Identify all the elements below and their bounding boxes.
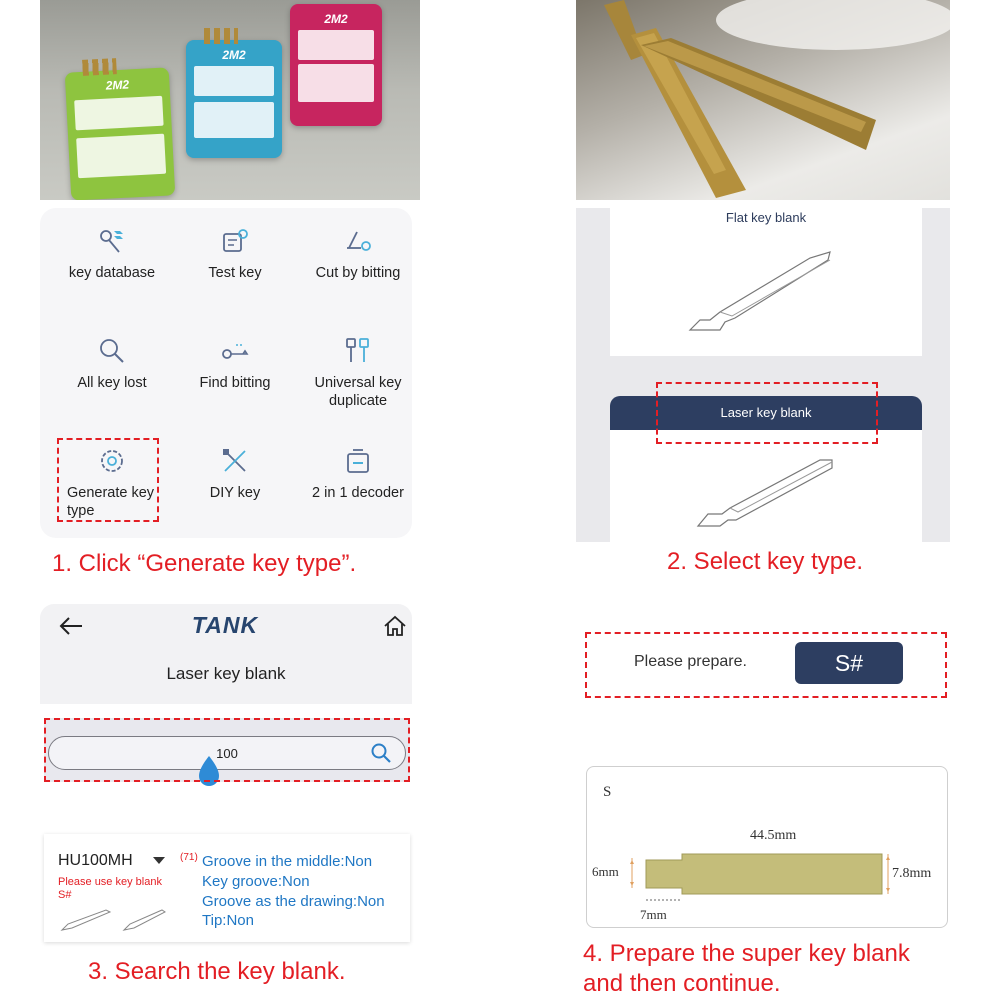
diagram-shoulder: 7mm	[640, 907, 667, 922]
menu-label: key database	[68, 265, 156, 281]
diagram-left-height: 6mm	[592, 864, 619, 879]
tank-logo: TANK	[191, 612, 259, 638]
laser-key-blank-title: Laser key blank	[720, 405, 812, 420]
prepare-label: Please prepare.	[634, 653, 747, 670]
step2-caption: 2. Select key type.	[667, 548, 864, 575]
menu-label: Generate key type	[67, 485, 155, 519]
key-blank-boxes-photo	[40, 0, 420, 200]
page-title: Laser key blank	[166, 664, 286, 683]
result-warning-blank: S#	[58, 889, 72, 901]
highlight-laser-key-blank	[656, 382, 878, 444]
test-key-icon	[220, 226, 250, 256]
universal-key-icon	[343, 336, 373, 366]
key-database-icon	[97, 226, 127, 256]
result-model: HU100MH	[58, 852, 133, 869]
result-count: (71)	[180, 852, 198, 863]
menu-item-test-key[interactable]	[173, 226, 297, 336]
step3-caption: 3. Search the key blank.	[88, 958, 346, 985]
step4-caption-line1: 4. Prepare the super key blank	[583, 940, 910, 967]
result-key-groove: Key groove:Non	[202, 873, 310, 890]
menu-item-2in1-decoder[interactable]	[296, 446, 420, 556]
diagram-name: S	[603, 784, 612, 800]
cut-bitting-icon	[343, 226, 373, 256]
menu-label: Universal key duplicate	[314, 375, 402, 409]
blank-box-card	[65, 67, 176, 200]
brass-key-blades-photo	[576, 0, 950, 200]
back-arrow-icon[interactable]	[58, 615, 84, 637]
blank-box-card	[186, 40, 282, 158]
step4-caption-line2: and then continue.	[583, 970, 781, 997]
menu-item-find-bitting[interactable]	[173, 336, 297, 446]
magnifier-icon	[97, 336, 127, 366]
diagram-length: 44.5mm	[750, 828, 797, 843]
flat-key-blank-title: Flat key blank	[725, 210, 807, 225]
menu-item-key-database[interactable]	[50, 226, 174, 336]
menu-label: Cut by bitting	[315, 265, 401, 281]
menu-item-universal-key-duplicate[interactable]	[296, 336, 420, 446]
menu-label: 2 in 1 decoder	[312, 485, 404, 501]
decoder-icon	[343, 446, 373, 476]
result-tip: Tip:Non	[202, 912, 254, 929]
home-icon[interactable]	[383, 615, 407, 637]
key-blank-badge[interactable]: S#	[795, 642, 903, 684]
highlight-generate-key-type	[57, 438, 159, 522]
laser-key-illustration	[690, 450, 840, 534]
box-brand: 2M2	[222, 48, 246, 62]
blank-box-card	[290, 4, 382, 126]
brass-blades-illustration	[576, 0, 950, 200]
menu-label: Find bitting	[199, 375, 271, 391]
menu-item-all-key-lost[interactable]	[50, 336, 174, 446]
result-groove-middle: Groove in the middle:Non	[202, 853, 373, 870]
key-blank-diagram	[630, 848, 892, 908]
find-bitting-icon	[220, 336, 250, 366]
menu-label: DIY key	[209, 485, 261, 501]
menu-item-diy-key[interactable]	[173, 446, 297, 556]
result-groove-drawing: Groove as the drawing:Non	[202, 893, 385, 910]
dropdown-arrow-icon[interactable]	[153, 857, 165, 865]
result-warning: Please use key blank	[58, 876, 162, 888]
diy-key-icon	[220, 446, 250, 476]
box-brand: 2M2	[324, 12, 348, 26]
highlight-search	[44, 718, 410, 782]
step1-caption: 1. Click “Generate key type”.	[52, 550, 357, 577]
menu-label: Test key	[208, 265, 262, 281]
menu-label: All key lost	[77, 375, 147, 391]
diagram-right-height: 7.8mm	[892, 866, 932, 881]
box-brand: 2M2	[105, 77, 130, 93]
menu-item-cut-by-bitting[interactable]	[296, 226, 420, 336]
flat-key-illustration	[680, 250, 840, 345]
key-blank-thumbnails	[58, 904, 168, 934]
